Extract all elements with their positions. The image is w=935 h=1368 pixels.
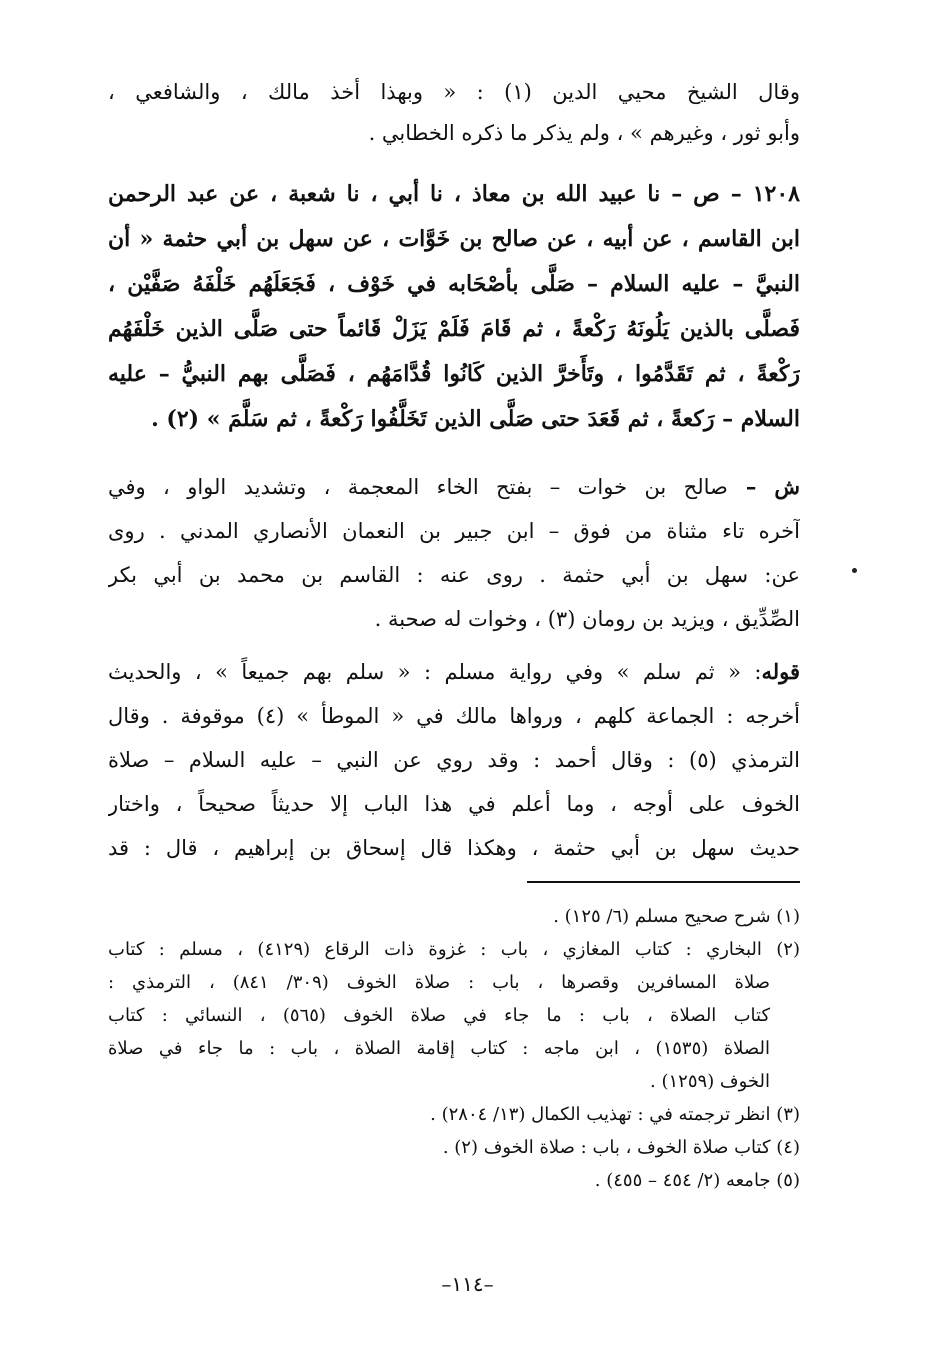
text-line: الصِّدِّيق ، ويزيد بن رومان (٣) ، وخوات له صحبة . bbox=[374, 607, 800, 631]
page-number: –١١٤– bbox=[441, 1272, 494, 1296]
text-line: وأبو ثور ، وغيرهم » ، ولم يذكر ما ذكره الخطابي . bbox=[368, 121, 800, 145]
text-line bbox=[108, 650, 800, 694]
hadith-line: رَكْعةً ، ثم تَقَدَّمُوا ، وتَأَخرَّ الذين كَانُوا قُدَّامَهُم ، فَصَلَّى بهم النبيُّ – عليه bbox=[108, 361, 800, 387]
footnotes bbox=[108, 900, 800, 1197]
hadith-line: السلام – رَكعةً ، ثم قَعَدَ حتى صَلَّى الذين تَخَلَّفُوا رَكْعةً ، ثم سَلَّمَ » (٢) . bbox=[151, 406, 800, 432]
discussion-paragraph bbox=[108, 650, 800, 870]
commentary-lead: ش – bbox=[727, 474, 800, 499]
hadith-line: ابن القاسم ، عن أبيه ، عن صالح بن خَوَّات ، عن سهل بن أبي حثمة « أن bbox=[108, 226, 800, 252]
text-line: الخوف على أوجه ، وما أعلم في هذا الباب إلا حديثاً صحيحاً ، واختار bbox=[108, 792, 800, 816]
text-segment: : « ثم سلم » وفي رواية مسلم : « سلم بهم جميعاً » ، والحديث bbox=[108, 660, 762, 684]
text-line: الترمذي (٥) : وقال أحمد : وقد روي عن النبي – عليه السلام – صلاة bbox=[108, 748, 800, 772]
footnote-line: (٣) انظر ترجمته في : تهذيب الكمال (١٣/ ٢٨٠٤) . bbox=[430, 1104, 800, 1125]
footnote-line: (٤) كتاب صلاة الخوف ، باب : صلاة الخوف (٢) . bbox=[442, 1137, 800, 1158]
text-line: وقال الشيخ محيي الدين (١) : « وبهذا أخذ مالك ، والشافعي ، bbox=[108, 80, 800, 104]
text-line: عن: سهل بن أبي حثمة . روى عنه : القاسم بن محمد بن أبي بكر bbox=[108, 563, 800, 587]
hadith-line: ١٢٠٨ – ص – نا عبيد الله بن معاذ ، نا أبي ، نا شعبة ، عن عبد الرحمن bbox=[108, 181, 800, 207]
paragraph-mohyiddin-quote bbox=[108, 72, 800, 154]
footnote-line: الخوف (١٢٥٩) . bbox=[650, 1071, 770, 1092]
hadith-line: النبيَّ – عليه السلام – صَلَّى بأصْحَابه في خَوْف ، فَجَعَلَهُم خَلْفَهُ صَفَّيْن ، bbox=[108, 271, 800, 297]
commentary-narrator bbox=[108, 465, 800, 641]
text-line bbox=[108, 465, 800, 509]
footnote-line: (١) شرح صحيح مسلم (٦/ ١٢٥) . bbox=[553, 906, 800, 927]
footnote-line: الصلاة (١٥٣٥) ، ابن ماجه : كتاب إقامة الصلاة ، باب : ما جاء في صلاة bbox=[108, 1038, 770, 1059]
text-segment: صالح بن خوات – بفتح الخاء المعجمة ، وتشديد الواو ، وفي bbox=[108, 475, 728, 499]
stray-ink-dot bbox=[852, 568, 857, 573]
footnote-separator bbox=[527, 881, 800, 883]
hadith-line: فَصلَّى بالذين يَلُونَهُ رَكْعةً ، ثم قَامَ فَلَمْ يَزَلْ قَائماً حتى صَلَّى الذين خَلْفَهُم bbox=[108, 316, 800, 342]
footnote-line: صلاة المسافرين وقصرها ، باب : صلاة الخوف (٣٠٩/ ٨٤١) ، الترمذي : bbox=[108, 972, 770, 993]
text-line: أخرجه : الجماعة كلهم ، ورواها مالك في « الموطأ » (٤) موقوفة . وقال bbox=[108, 704, 800, 728]
footnote-line: (٢) البخاري : كتاب المغازي ، باب : غزوة ذات الرقاع (٤١٢٩) ، مسلم : كتاب bbox=[108, 939, 800, 960]
footnote-line: كتاب الصلاة ، باب : ما جاء في صلاة الخوف (٥٦٥) ، النسائي : كتاب bbox=[108, 1005, 771, 1026]
footnote-line: (٥) جامعه (٢/ ٤٥٤ – ٤٥٥) . bbox=[594, 1170, 800, 1191]
discussion-lead: قوله bbox=[761, 659, 800, 684]
text-line: حديث سهل بن أبي حثمة ، وهكذا قال إسحاق بن إبراهيم ، قال : قد bbox=[108, 836, 800, 860]
hadith-1208 bbox=[108, 172, 800, 442]
text-line: آخره تاء مثناة من فوق – ابن جبير بن النعمان الأنصاري المدني . روى bbox=[108, 519, 800, 543]
